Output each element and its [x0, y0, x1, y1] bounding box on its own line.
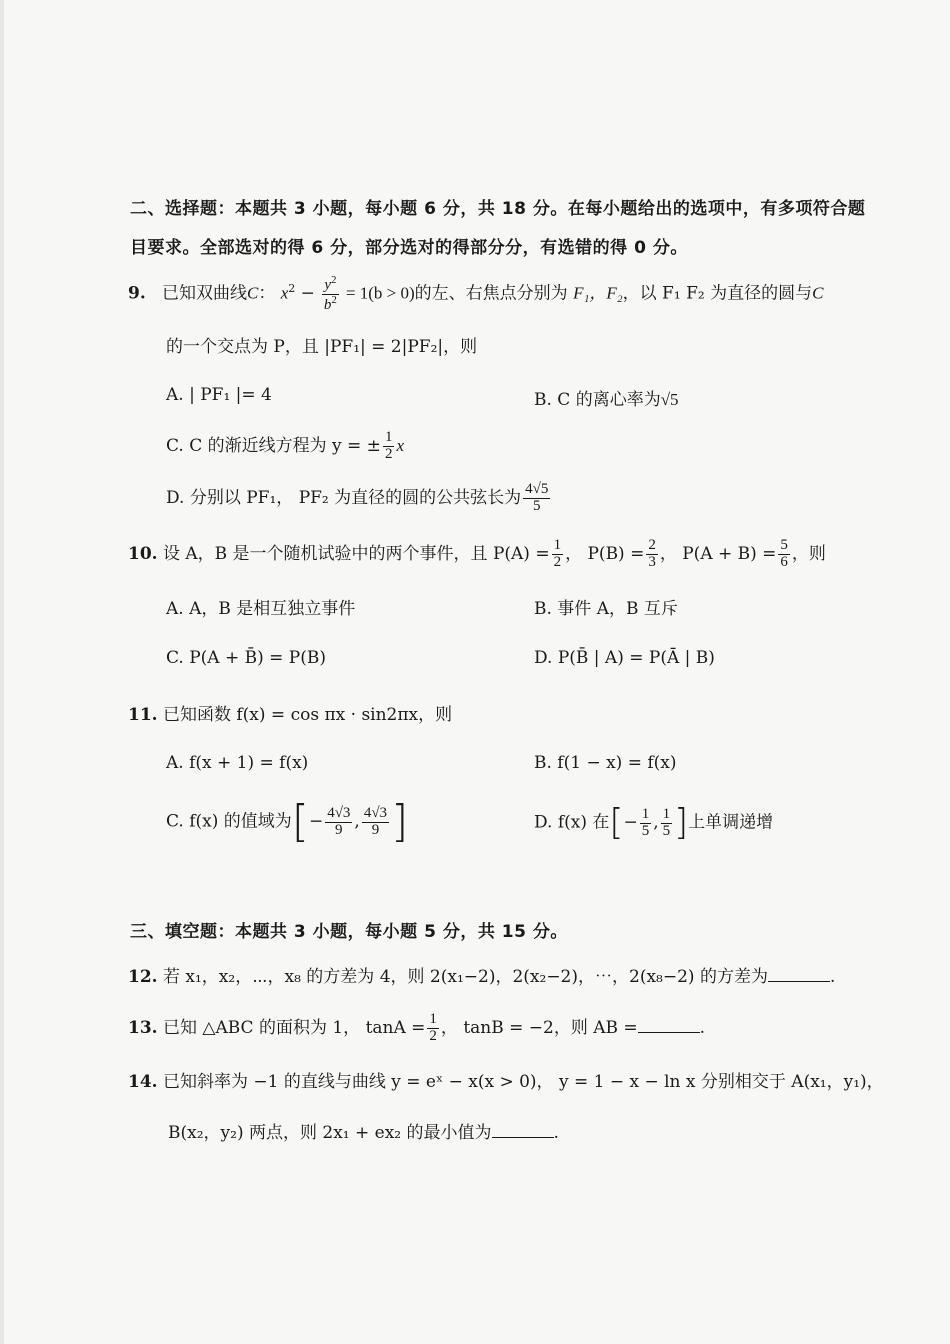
- q11-stem-text: 已知函数 f(x) = cos πx · sin2πx，则: [162, 705, 453, 725]
- q10-pab-num: 5: [780, 537, 788, 553]
- question-14-number: 14.: [128, 1072, 158, 1092]
- q13-num: 1: [429, 1011, 437, 1027]
- q11-d-n1: 1: [641, 805, 650, 822]
- q13-end: .: [699, 1017, 706, 1038]
- q11-option-c-text: C. f(x) 的值域为: [166, 811, 292, 832]
- q14-end: .: [553, 1123, 559, 1143]
- question-11-number: 11.: [128, 705, 158, 725]
- q11-c-n2: 4√3: [363, 804, 388, 821]
- question-10-stem: [128, 538, 826, 571]
- q11-d-d1: 5: [641, 822, 650, 839]
- q9-intro: 已知双曲线: [161, 283, 247, 304]
- q10-pab-pre: ， P(A + B) =: [659, 543, 777, 564]
- question-9-number: 9.: [128, 283, 146, 304]
- q9-curve: C: [246, 283, 259, 303]
- q10-stem-pre: 设 A，B 是一个随机试验中的两个事件，且 P(A) =: [162, 543, 550, 564]
- q11-option-d-text: D. f(x) 在: [534, 812, 610, 833]
- q9-cond: 的左、右焦点分别为: [414, 283, 568, 304]
- question-14-line2: [168, 1118, 559, 1143]
- q9-option-d-text: D. 分别以 PF₁， PF₂ 为直径的圆的公共弦长为: [166, 487, 522, 508]
- q14-line1-text: 已知斜率为 −1 的直线与曲线 y = eˣ − x(x > 0)， y = 1 − x − ln x 分别相交于 A(x₁，y₁)，: [162, 1072, 884, 1092]
- q12-end: .: [829, 967, 836, 987]
- q9-eq-tail: = 1(b > 0): [345, 283, 415, 303]
- q9-d-num: 4√5: [525, 481, 549, 497]
- q13-pre: 已知 △ABC 的面积为 1， tanA =: [162, 1017, 426, 1038]
- q9-option-b: [534, 385, 679, 410]
- q10-option-a: A. A，B 是相互独立事件: [166, 599, 356, 619]
- q10-pb-pre: ， P(B) =: [565, 543, 645, 564]
- q10-option-d: D. P(B̄ | A) = P(Ā | B): [534, 648, 715, 668]
- q10-pb-den: 3: [648, 553, 656, 570]
- page-edge: [0, 0, 4, 1344]
- q10-pa-den: 2: [553, 553, 562, 570]
- q11-option-b: B. f(1 − x) = f(x): [534, 753, 677, 773]
- question-12: [128, 962, 835, 987]
- section2-heading-line1: 二、选择题：本题共 3 小题，每小题 6 分，共 18 分。在每小题给出的选项中，有多项符合题: [130, 199, 866, 219]
- q9-foci: F₁，F₂: [573, 283, 623, 303]
- q13-answer-blank[interactable]: [638, 1018, 700, 1033]
- question-13-number: 13.: [128, 1017, 158, 1038]
- q13-post: ， tanB = −2，则 AB =: [440, 1017, 638, 1038]
- q11-option-d-post: 上单调递增: [688, 812, 774, 833]
- q11-d-n2: 1: [662, 805, 671, 822]
- q9-c-den: 2: [384, 445, 393, 462]
- q9-cond2: ，以 F₁ F₂ 为直径的圆与: [622, 283, 813, 304]
- question-14-line1: [128, 1067, 884, 1092]
- q12-text: 若 x₁，x₂，⋯，x₈ 的方差为 4，则 2(x₁−2)，2(x₂−2)，⋯，2(x₈−2) 的方差为: [162, 967, 768, 987]
- q14-line2-text: B(x₂，y₂) 两点，则 2x₁ + ex₂ 的最小值为: [168, 1123, 492, 1143]
- q13-den: 2: [429, 1027, 437, 1044]
- q9-c-post: x: [396, 435, 404, 455]
- q10-pb-num: 2: [648, 537, 656, 553]
- question-9-line2: 的一个交点为 P，且 |PF₁| = 2|PF₂|，则: [166, 337, 478, 357]
- section3-heading: 三、填空题：本题共 3 小题，每小题 5 分，共 15 分。: [130, 922, 568, 942]
- q11-option-a: A. f(x + 1) = f(x): [166, 753, 309, 773]
- q9-option-a: A. | PF₁ |= 4: [166, 385, 272, 405]
- q10-pa-num: 1: [553, 537, 562, 553]
- q10-stem-post: ，则: [791, 543, 826, 564]
- question-13: [128, 1012, 705, 1045]
- q10-option-b: B. 事件 A，B 互斥: [534, 599, 678, 619]
- q9-option-d: [166, 482, 552, 515]
- q11-option-c: C. f(x) 的值域为[− $\frac{4√3}{9}$ , $\frac{4√3}{9}$ ]: [166, 796, 409, 847]
- q10-pab-den: 6: [780, 553, 788, 570]
- q12-answer-blank[interactable]: [768, 967, 830, 982]
- q9-option-b-value: √5: [660, 390, 679, 409]
- q11-c-d2: 9: [371, 821, 380, 838]
- q9-d-den: 5: [533, 497, 541, 514]
- q10-option-c: C. P(A + B̄) = P(B): [166, 648, 326, 668]
- section2-heading-line2: 目要求。全部选对的得 6 分，部分选对的得部分分，有选错的得 0 分。: [130, 238, 688, 258]
- q9-c-num: 1: [384, 429, 393, 445]
- q11-c-n1: 4√3: [327, 804, 351, 821]
- q9-option-b-text: B. C 的离心率为: [534, 390, 661, 410]
- q9-option-c-text: C. C 的渐近线方程为 y = ±: [166, 435, 381, 456]
- q14-answer-blank[interactable]: [492, 1123, 554, 1138]
- question-10-number: 10.: [128, 543, 158, 564]
- question-11-stem: [128, 700, 452, 725]
- question-9-stem: 9. 已知双曲线C： $x^2$ − $\frac{y^2}{b^2}$ = 1(b > 0)的左、右焦点分别为 F₁，F₂，以 F₁ F₂ 为直径的圆与C: [128, 273, 824, 313]
- q11-option-d: D. f(x) 在[− $\frac{1}{5}$ , $\frac{1}{5}$ ]上单调递增: [534, 802, 774, 843]
- q11-c-d1: 9: [335, 821, 343, 838]
- q11-d-d2: 5: [662, 822, 671, 839]
- q9-fraction-y2-b2: $\frac{y^2}{b^2}$: [323, 273, 337, 313]
- q9-option-c: [166, 430, 404, 463]
- question-12-number: 12.: [128, 967, 158, 987]
